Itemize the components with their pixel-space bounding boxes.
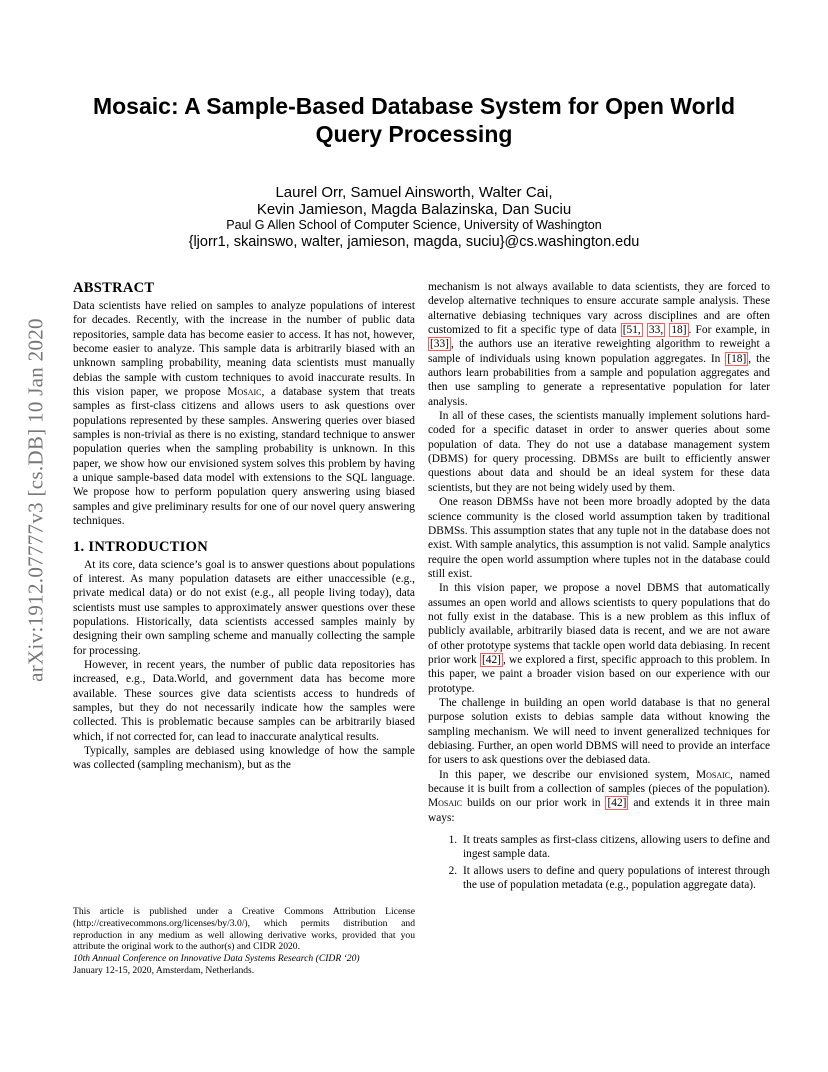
right-paragraph-2: In all of these cases, the scientists manually implement solutions hard-coded for a specific dataset in order to answer queries about some population of data. They do not use a database management system (DBMS) for query processing. DBMSs are built to efficiently answer questions about data and should be an ideal system for these data scientists, but they are not being widely used by them. <box>428 410 770 494</box>
citation-link[interactable]: 18] <box>671 324 687 337</box>
citation-link[interactable]: [18] <box>727 352 747 365</box>
citation-link[interactable]: [42] <box>481 653 501 666</box>
citation-link[interactable]: [42] <box>607 797 627 810</box>
right-column <box>428 280 770 894</box>
list-item: 2. It allows users to define and query populations of interest through the use of population metadata (e.g., population aggregate data). <box>460 864 770 893</box>
conference-name: 10th Annual Conference on Innovative Data Systems Research (CIDR ‘20) <box>73 953 360 965</box>
author-block <box>40 184 788 251</box>
authors-line-1: Laurel Orr, Samuel Ainsworth, Walter Cai, <box>275 184 553 201</box>
system-name: Mosaic <box>696 768 731 781</box>
list-item: 1. It treats samples as first-class citizens, allowing users to define and ingest sample data. <box>460 833 770 862</box>
left-column <box>73 280 415 773</box>
authors-line-2: Kevin Jamieson, Magda Balazinska, Dan Suciu <box>256 201 572 218</box>
right-paragraph-1: mechanism is not always available to data scientists, they are forced to develop alternative techniques to ensure accurate sample analysis. These alternative debiasing techniques vary across disciplines and are often customized to fit a specific type of data [51, 33, 18] . For example, in [33] , the authors use an iterative reweighting algorithm to reweight a sample of individuals using known population aggregates. In [18] , the authors learn probabilities from a sample and population aggregates and then use sampling to generate a representative population for later analysis. <box>428 281 770 408</box>
right-paragraph-3: One reason DBMSs have not been more broadly adopted by the data science community is the closed world assumption taken by traditional DBMSs. This assumption states that any tuple not in the database does not exist. With sample analytics, this assumption is not valid. Sample analytics require the open world assumption where tuples not in the database could still exist. <box>428 496 770 580</box>
intro-paragraph-1: At its core, data science’s goal is to answer questions about populations of interest. As many population datasets are either unaccessible (e.g., private medical data) or do not exist (e.g., all people living today), data scientists must use samples to approximately answer questions over these populations. Historically, data scientists accessed samples mainly by designing their own sampling scheme and manually collecting the sample for processing. <box>73 558 415 657</box>
right-paragraph-6: In this paper, we describe our envisioned system, Mosaic, named because it is built from a collection of samples (pieces of the population). Mosaic builds on our prior work in [42] and extends it in three main ways: <box>428 768 770 824</box>
intro-paragraph-2: However, in recent years, the number of public data repositories has increased, e.g., Data.World, and government data has become more available. These sources give data scientists access to hundreds of samples, but they do not necessarily indicate how the samples were collected. This is problematic because samples can be arbitrarily biased which, if not corrected for, can lead to inaccurate analytical results. <box>73 658 415 743</box>
license-text: This article is published under a Creative Commons Attribution License (http://creativecommons.org/licenses/by/3.0/), which permits distribution and reproduction in any medium as well allowing derivative works, provided that you attribute the original work to the author(s) and CIDR 2020. <box>73 906 415 953</box>
citation-link[interactable]: [51, <box>622 324 641 337</box>
arxiv-identifier: arXiv:1912.07777v3 [cs.DB] 10 Jan 2020 <box>23 318 48 682</box>
affiliation: Paul G Allen School of Computer Science, University of Washington <box>226 218 602 232</box>
arxiv-sidebar <box>24 300 48 700</box>
title-line-2: Query Processing <box>315 121 513 147</box>
system-name: Mosaic <box>227 386 262 399</box>
title-line-1: Mosaic: A Sample-Based Database System for Open World <box>92 93 736 119</box>
license-footnote <box>73 906 415 977</box>
citation-link[interactable]: [33] <box>430 338 449 351</box>
author-emails: {ljorr1, skainswo, walter, jamieson, magda, suciu}@cs.washington.edu <box>188 234 640 250</box>
introduction-heading: 1. INTRODUCTION <box>73 538 209 555</box>
right-paragraph-5: The challenge in building an open world database is that no general purpose solution exists to debias sample data without knowing the sampling mechanism. We will need to invent generalized techniques for debiasing. Further, an open world DBMS will need to provide an interface for users to ask questions over the debiased data. <box>428 696 770 767</box>
paper-title <box>40 92 788 148</box>
citation-link[interactable]: 33, <box>648 324 664 337</box>
conference-date: January 12-15, 2020, Amsterdam, Netherlands. <box>73 964 255 976</box>
abstract-heading: ABSTRACT <box>73 280 155 296</box>
intro-paragraph-3: Typically, samples are debiased using knowledge of how the sample was collected (sampling mechanism), but as the <box>73 744 415 772</box>
right-paragraph-4: In this vision paper, we propose a novel DBMS that automatically assumes an open world and allows scientists to query populations that do not fully exist in the database. This is a new problem as this influx of publicly available, arbitrarily biased data is recent, and we are not aware of other prototype systems that tackle open world data debiasing. In recent prior work [42] , we explored a first, specific approach to this problem. In this paper, we paint a broader vision based on our experience with our prototype. <box>428 582 771 695</box>
system-name: Mosaic <box>428 797 463 810</box>
contribution-list <box>428 833 770 892</box>
abstract-text: Data scientists have relied on samples to analyze populations of interest for decades. Recently, with the increase in the number of public data repositories, sample data has become easier to access. It has not, however, become easier to analyze. This sample data is arbitrarily biased with an unknown sampling probability, meaning data scientists must manually debias the sample with custom techniques to avoid inaccurate results. In this vision paper, we propose Mosaic, a database system that treats samples as first-class citizens and allows users to ask questions over populations represented by these samples. Answering queries over biased samples is non-trivial as there is no existing, standard technique to answer population queries when the sampling probability is unknown. In this paper, we show how our envisioned system solves this problem by having a unique sample-based data model with extensions to the SQL language. We propose how to perform population query answering using biased samples and give preliminary results for one of our novel query answering techniques. <box>73 300 415 528</box>
